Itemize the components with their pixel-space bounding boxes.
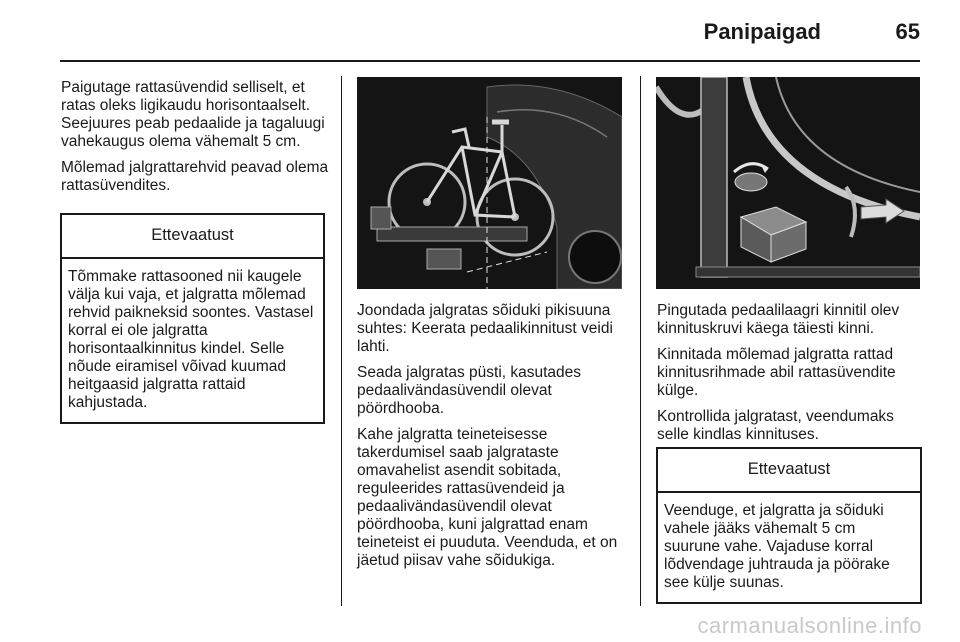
- caution-title: Ettevaatust: [658, 449, 920, 493]
- paragraph: Kontrollida jalgratast, veendumaks selle kindlas kinnituses.: [657, 408, 894, 443]
- column-2: [357, 302, 629, 578]
- caution-title: Ettevaatust: [62, 215, 323, 259]
- column-1: [61, 79, 329, 203]
- caution-box: [656, 447, 922, 604]
- header-rule: [60, 60, 920, 62]
- page-number: 65: [895, 19, 920, 44]
- caution-text: Veenduge, et jalgratta ja sõiduki vahele jääks vähemalt 5 cm suurune vahe. Vajaduse korral lõdvendage juhtrauda ja pöörake see külje suunas.: [664, 502, 890, 591]
- page-title: Panipaigad: [703, 19, 821, 44]
- column-3: [657, 302, 923, 452]
- bicycle-illustration-svg: [357, 77, 622, 289]
- bicycle-carrier-figure: [357, 77, 622, 289]
- paragraph: Kinnitada mõlemad jalgratta rattad kinnitusrihmade abil rattasüvendite külge.: [657, 346, 896, 399]
- paragraph: Mõlemad jalgrattarehvid peavad olema rattasüvendites.: [61, 159, 329, 194]
- pedal-clamp-figure: [656, 77, 920, 289]
- pedal-clamp-illustration-svg: [656, 77, 920, 289]
- caution-box: [60, 213, 325, 424]
- paragraph: Seada jalgratas püsti, kasutades pedaalivändasüvendil olevat pöördhooba.: [357, 364, 582, 417]
- watermark-text: carmanualsonline.info: [697, 613, 922, 638]
- paragraph: Pingutada pedaalilaagri kinnitil olev kinnituskruvi käega täiesti kinni.: [657, 302, 900, 337]
- column-divider: [341, 76, 342, 606]
- column-divider: [640, 76, 641, 606]
- paragraph: Joondada jalgratas sõiduki pikisuuna suhtes: Keerata pedaalikinnitust veidi lahti.: [357, 302, 613, 355]
- paragraph: Kahe jalgratta teineteisesse takerdumisel saab jalgrataste omavahelist asendit sobitada, reguleerides rattasüvendeid ja pedaalivändasüvendil olevat pöördhooba, kuni jalgrattad enam teineteist ei puuduta. Veenduda, et on jäetud piisav vahe sõidukiga.: [357, 426, 618, 569]
- caution-text: Tõmmake rattasooned nii kaugele välja kui vaja, et jalgratta mõlemad rehvid paikneksid soontes. Vastasel korral ei ole jalgratta horisontaalkinnitus kindel. Selle nõude eiramisel võivad kuumad heitgaasid jalgratta rattaid kahjustada.: [68, 268, 314, 411]
- paragraph: Paigutage rattasüvendid selliselt, et ratas oleks ligikaudu horisontaalselt. Seejuures peab pedaalide ja tagaluugi vahekaugus olema vähemalt 5 cm.: [61, 79, 325, 150]
